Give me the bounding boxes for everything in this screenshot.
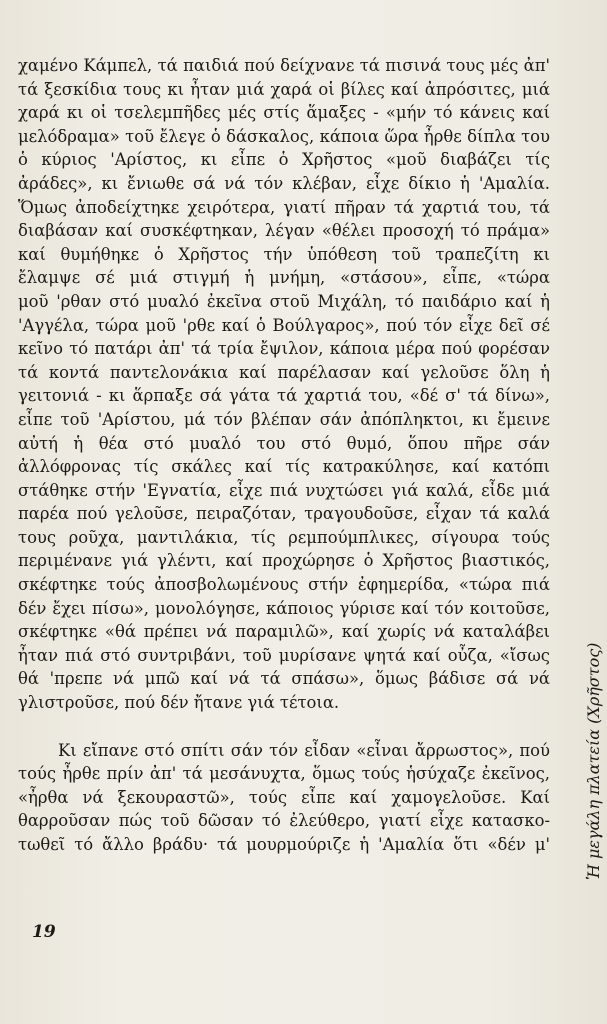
text-line: σκέφτηκε «θά πρέπει νά παραμιλῶ», καί χωρίς νά καταλάβει: [18, 622, 550, 642]
text-line: αὐτή ἡ θέα στό μυαλό του στό θυμό, ὅπου πῆρε σάν: [18, 433, 550, 453]
text-line: στάθηκε στήν 'Εγνατία, εἶχε πιά νυχτώσει γιά καλά, εἶδε μιά: [18, 480, 550, 500]
text-line: θαρροῦσαν πώς τοῦ δῶσαν τό ἐλεύθερο, γιατί εἶχε κατασκο-: [18, 811, 550, 831]
body-text: [18, 54, 550, 857]
text-line: 'Αγγέλα, τώρα μοῦ 'ρθε καί ὁ Βούλγαρος», πού τόν εἶχε δεῖ σέ: [18, 315, 550, 335]
text-line: δέν ἔχει πίσω», μονολόγησε, κάποιος γύρισε καί τόν κοιτοῦσε,: [18, 598, 550, 618]
text-line: κεῖνο τό πατάρι ἀπ' τά τρία ἔψιλον, κάποια μέρα πού φορέσαν: [18, 339, 550, 359]
text-line: ἔλαμψε σέ μιά στιγμή ἡ μνήμη, «στάσου», εἶπε, «τώρα: [18, 268, 550, 288]
text-line: παρέα πού γελοῦσε, πειραζόταν, τραγουδοῦσε, εἶχαν τά καλά: [18, 504, 550, 524]
text-line: ὁ κύριος 'Αρίστος, κι εἶπε ὁ Χρῆστος «μοῦ διαβάζει τίς: [18, 150, 550, 170]
text-line: γλιστροῦσε, πού δέν ἤτανε γιά τέτοια.: [18, 693, 340, 713]
text-line: ἀλλόφρονας τίς σκάλες καί τίς κατρακύλησε, καί κατόπι: [18, 457, 550, 477]
text-line: εἶπε τοῦ 'Αρίστου, μά τόν βλέπαν σάν ἀπόπληκτοι, κι ἔμεινε: [18, 409, 550, 429]
text-line: μοῦ 'ρθαν στό μυαλό ἐκεῖνα στοῦ Μιχάλη, τό παιδάριο καί ἡ: [18, 291, 550, 311]
paragraph-1: [18, 54, 550, 715]
text-line: χαμένο Κάμπελ, τά παιδιά πού δείχνανε τά πισινά τους μές ἀπ': [18, 56, 550, 75]
text-line: περιμένανε γιά γλέντι, καί προχώρησε ὁ Χρῆστος βιαστικός,: [18, 551, 550, 571]
text-line: ἀράδες», κι ἔνιωθε σά νά τόν κλέβαν, εἶχε δίκιο ἡ 'Αμαλία.: [18, 173, 550, 193]
text-line: χαρά κι οἱ τσελεμπῆδες μές στίς ἅμαξες - «μήν τό κάνεις καί: [18, 103, 550, 123]
text-line: τωθεῖ τό ἄλλο βράδυ· τά μουρμούριζε ἡ 'Αμαλία ὅτι «δέν μ': [18, 835, 550, 854]
running-head: Ἡ μεγάλη πλατεία (Χρῆστος): [584, 642, 603, 880]
text-line: καί θυμήθηκε ὁ Χρῆστος τήν ὑπόθεση τοῦ τραπεζίτη κι: [18, 244, 550, 264]
text-line: διαβάσαν καί συσκέφτηκαν, λέγαν «θέλει προσοχή τό πράμα»: [18, 221, 550, 241]
text-line: τους ροῦχα, μαντιλάκια, τίς ρεμπούμπλικες, σίγουρα τούς: [18, 527, 550, 547]
text-line: ἦταν πιά στό συντριβάνι, τοῦ μυρίσανε ψητά καί οὖζα, «ἴσως: [18, 645, 550, 665]
text-line: Κι εἴπανε στό σπίτι σάν τόν εἶδαν «εἶναι ἄρρωστος», πού: [58, 740, 550, 760]
paragraph-2: [18, 739, 550, 857]
text-line: σκέφτηκε τούς ἀποσβολωμένους στήν ἐφημερίδα, «τώρα πιά: [18, 575, 550, 595]
paragraph-gap: [18, 715, 550, 739]
text-line: μελόδραμα» τοῦ ἔλεγε ὁ δάσκαλος, κάποια ὥρα ἦρθε δίπλα του: [18, 126, 550, 146]
text-line: τά ξεσκίδια τους κι ἦταν μιά χαρά οἱ βίλες καί ἀπρόσιτες, μιά: [18, 79, 550, 99]
text-line: τούς ἦρθε πρίν ἀπ' τά μεσάνυχτα, ὅμως τούς ἡσύχαζε ἐκεῖνος,: [18, 764, 550, 784]
page-number: 19: [32, 922, 56, 942]
text-line: τά κοντά παντελονάκια καί παρέλασαν καί γελοῦσε ὅλη ἡ: [18, 362, 550, 382]
text-line: «ἦρθα νά ξεκουραστῶ», τούς εἶπε καί χαμογελοῦσε. Καί: [18, 787, 550, 807]
text-line: Ὅμως ἀποδείχτηκε χειρότερα, γιατί πῆραν τά χαρτιά του, τά: [18, 197, 550, 217]
text-line: θά 'πρεπε νά μπῶ καί νά τά σπάσω», ὅμως βάδισε σά νά: [18, 669, 550, 689]
text-line: γειτονιά - κι ἅρπαξε σά γάτα τά χαρτιά του, «δέ σ' τά δίνω»,: [18, 386, 550, 406]
